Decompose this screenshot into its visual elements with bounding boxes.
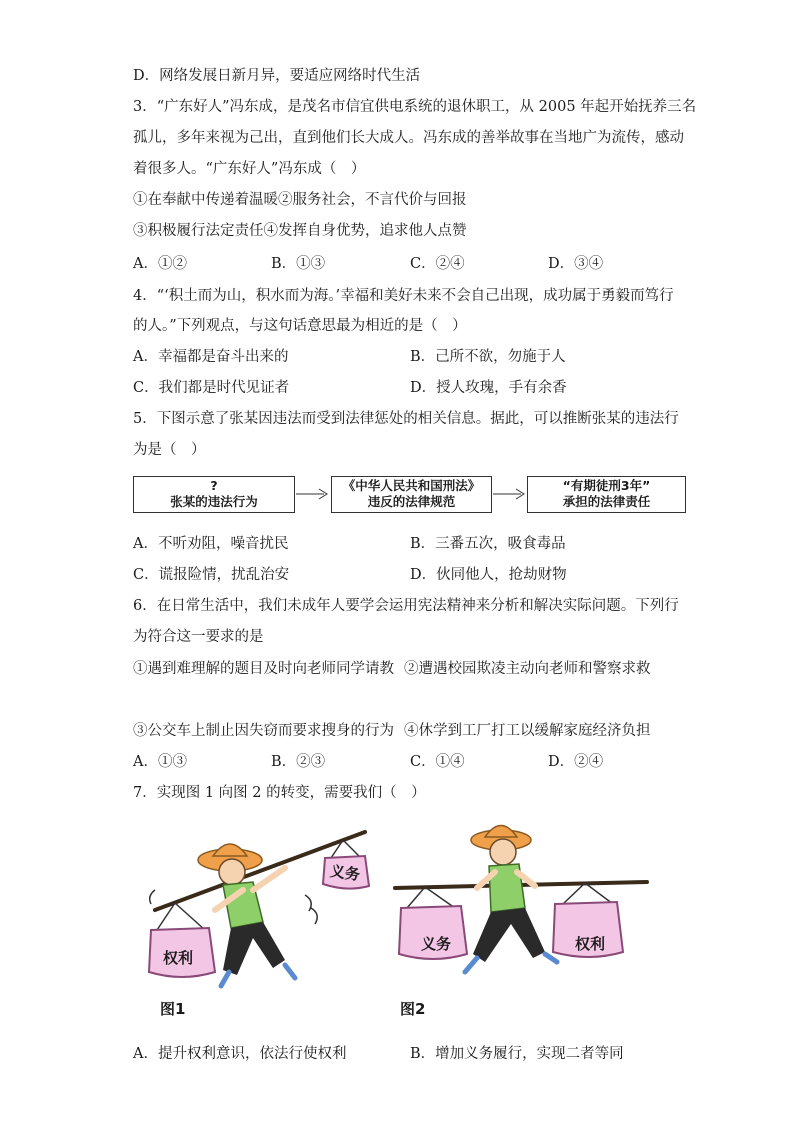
q4-stem-line-2: 的人。”下列观点，与这句话意思最为相近的是（ ） xyxy=(133,318,467,334)
figure-2-illustration xyxy=(385,812,655,1002)
fig1-left-basket-label: 权利 xyxy=(163,949,194,967)
flow-box-violation xyxy=(133,476,295,513)
q3-statement-1-2: ①在奉献中传递着温暖②服务社会，不言代价与回报 xyxy=(133,192,467,208)
q6-option-b: B．②③ xyxy=(271,754,326,770)
fig2-right-basket-label: 权利 xyxy=(575,935,606,953)
flow-box-law-line1: 《中华人民共和国刑法》 xyxy=(342,478,481,493)
q5-option-a: A．不听劝阻，噪音扰民 xyxy=(133,536,289,552)
flow-box-law xyxy=(331,476,492,513)
q7-option-a: A．提升权利意识，依法行使权利 xyxy=(133,1046,347,1062)
q6-stem-line-1: 6．在日常生活中，我们未成年人要学会运用宪法精神来分析和解决实际问题。下列行 xyxy=(133,598,679,614)
q5-stem-line-1: 5．下图示意了张某因违法而受到法律惩处的相关信息。据此，可以推断张某的违法行 xyxy=(133,411,679,427)
q2-option-d: D．网络发展日新月异，要适应网络时代生活 xyxy=(133,68,421,84)
figure-2-label: 图2 xyxy=(400,1000,426,1018)
q4-option-b: B．己所不欲，勿施于人 xyxy=(410,349,566,365)
flow-arrow-2 xyxy=(493,487,527,501)
q4-stem-line-1: 4．“‘积土而为山，积水而为海。’幸福和美好未来不会自己出现，成功属于勇毅而笃行 xyxy=(133,288,674,304)
q6-item-2: ②遭遇校园欺凌主动向老师和警察求救 xyxy=(404,661,651,677)
flow-box-violation-line2: 张某的违法行为 xyxy=(170,494,258,509)
q3-stem-line-1: 3．“广东好人”冯东成，是茂名市信宜供电系统的退休职工，从 2005 年起开始抚养三名 xyxy=(133,99,697,115)
q6-item-3: ③公交车上制止因失窃而要求搜身的行为 xyxy=(133,723,394,739)
q7-stem: 7．实现图 1 向图 2 的转变，需要我们（ ） xyxy=(133,785,426,801)
q4-option-c: C．我们都是时代见证者 xyxy=(133,380,290,396)
q5-option-c: C．谎报险情，扰乱治安 xyxy=(133,567,290,583)
figure-1-label: 图1 xyxy=(160,1000,186,1018)
q4-option-d: D．授人玫瑰，手有余香 xyxy=(410,380,567,396)
q4-option-a: A．幸福都是奋斗出来的 xyxy=(133,349,289,365)
figure-1-illustration xyxy=(135,810,385,1000)
q3-stem-line-3: 着很多人。“广东好人”冯东成（ ） xyxy=(133,161,366,177)
q3-option-a: A．①② xyxy=(133,256,187,272)
q3-option-d: D．③④ xyxy=(548,256,604,272)
flow-box-law-line2: 违反的法律规范 xyxy=(367,494,456,509)
q7-option-b: B．增加义务履行，实现二者等同 xyxy=(410,1046,624,1062)
q6-option-a: A．①③ xyxy=(133,754,187,770)
q3-option-c: C．②④ xyxy=(410,256,465,272)
q3-stem-line-2: 孤儿，多年来视为己出，直到他们长大成人。冯东成的善举故事在当地广为流传，感动 xyxy=(133,130,684,146)
q3-option-b: B．①③ xyxy=(271,256,326,272)
flow-arrow-1 xyxy=(296,487,330,501)
q6-item-4: ④休学到工厂打工以缓解家庭经济负担 xyxy=(404,723,651,739)
q6-stem-line-2: 为符合这一要求的是 xyxy=(133,629,264,645)
q5-option-d: D．伙同他人，抢劫财物 xyxy=(410,567,567,583)
flow-box-liability xyxy=(527,476,686,513)
flow-box-liability-line2: 承担的法律责任 xyxy=(562,494,651,509)
flow-box-liability-line1: “有期徒刑3年” xyxy=(562,478,651,493)
fig1-right-basket-label: 义务 xyxy=(328,861,362,884)
q6-option-d: D．②④ xyxy=(548,754,604,770)
q5-option-b: B．三番五次，吸食毒品 xyxy=(410,536,566,552)
q3-statement-3-4: ③积极履行法定责任④发挥自身优势，追求他人点赞 xyxy=(133,223,467,239)
q5-stem-line-2: 为是（ ） xyxy=(133,442,206,458)
q6-item-1: ①遇到难理解的题目及时向老师同学请教 xyxy=(133,661,394,677)
fig2-left-basket-label: 义务 xyxy=(421,935,452,953)
flow-box-violation-line1: ? xyxy=(210,478,218,493)
q6-option-c: C．①④ xyxy=(410,754,465,770)
